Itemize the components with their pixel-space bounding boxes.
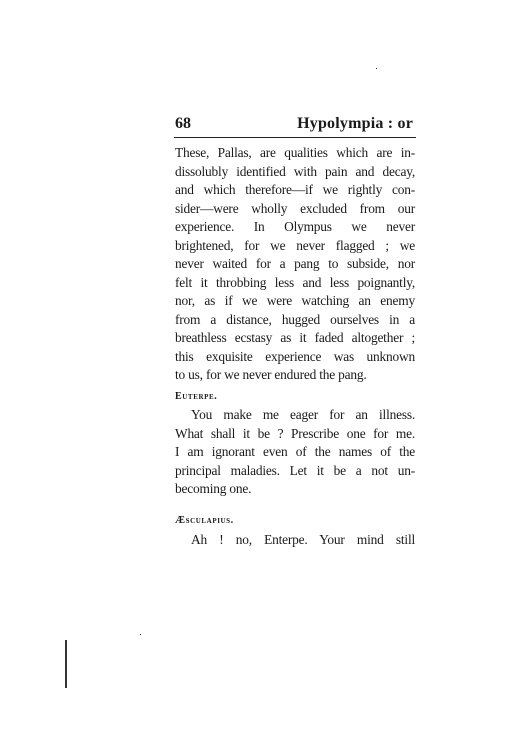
scan-edge-mark: [65, 640, 67, 688]
text-line: this exquisite experience was unknown: [175, 348, 415, 364]
text-line: dissolubly identified with pain and decay,: [175, 163, 415, 179]
text-line: brightened, for we never flagged ; we: [175, 237, 415, 253]
scan-speck: [140, 634, 141, 635]
text-line: breathless ecstasy as it faded altogether ;: [175, 330, 415, 345]
header-rule: [174, 137, 416, 138]
text-line: felt it throbbing less and less poignantly,: [175, 274, 415, 290]
speaker-name-aesculapius: Æsculapius.: [175, 515, 234, 526]
text-line: nor, as if we were watching an enemy: [175, 293, 415, 308]
text-line: experience. In Olympus we never: [175, 219, 415, 234]
text-line: I am ignorant even of the names of the: [175, 444, 415, 459]
page-number: 68: [175, 115, 191, 132]
text-line: to us, for we never endured the pang.: [175, 367, 367, 382]
text-line: You make me eager for an illness.: [191, 407, 415, 422]
paragraph-3: [175, 531, 415, 550]
scan-speck: [376, 68, 377, 69]
text-line: becoming one.: [175, 481, 252, 496]
running-head: [175, 113, 415, 135]
running-title: Hypolympia : or: [297, 115, 413, 132]
text-line: from a distance, hugged ourselves in a: [175, 311, 415, 327]
text-line: sider—were wholly excluded from our: [175, 200, 415, 216]
text-line: Ah ! no, Enterpe. Your mind still: [191, 532, 415, 547]
text-line: and which therefore—if we rightly con-: [175, 182, 415, 197]
paragraph-1: [175, 144, 415, 385]
text-line: principal maladies. Let it be a not un-: [175, 462, 415, 478]
paragraph-2: [175, 406, 415, 499]
text-line: never waited for a pang to subside, nor: [175, 256, 415, 271]
speaker-name-euterpe: Euterpe.: [175, 391, 218, 402]
text-line: What shall it be ? Prescribe one for me.: [175, 425, 415, 441]
text-line: These, Pallas, are qualities which are in-: [175, 145, 415, 160]
